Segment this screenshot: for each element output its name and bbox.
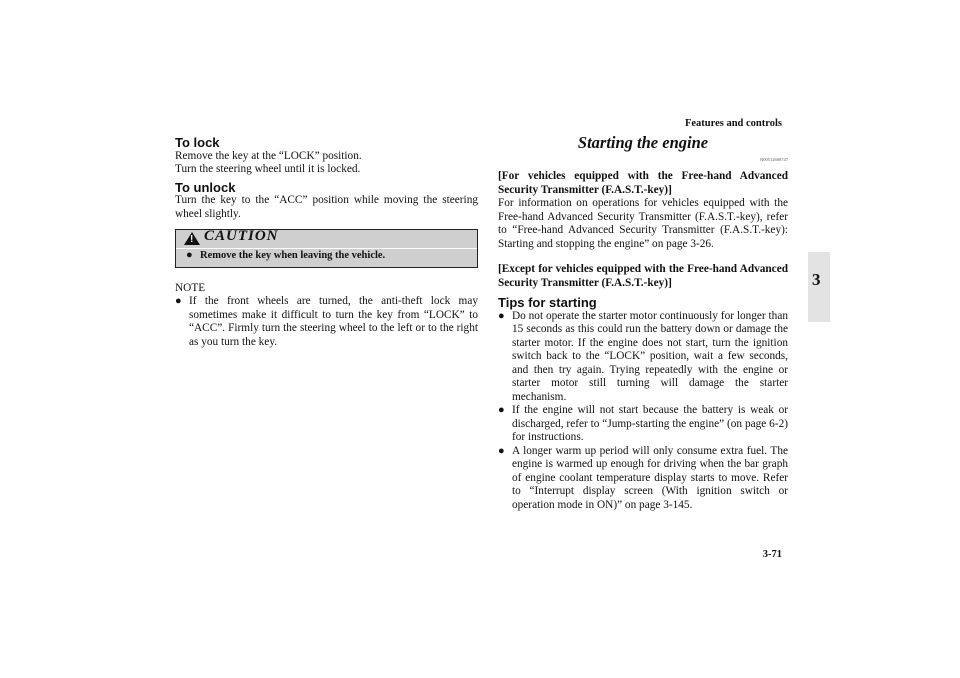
warning-triangle-icon: [184, 232, 200, 245]
lock-line-2: Turn the steering wheel until it is locked.: [175, 163, 361, 175]
fast-heading: [For vehicles equipped with the Free-hand Advanced Security Transmitter (F.A.S.T.-key)]: [498, 170, 788, 196]
tip-text: A longer warm up period will only consume extra fuel. The engine is warmed up enough for driving when the bar graph of engine coolant temperature display starts to move. Refer to “Interrupt display screen (With ignition switch or operation mode in ON)” on page 3-145.: [512, 444, 788, 511]
tip-item: [498, 445, 788, 513]
bullet-icon: ●: [498, 444, 505, 457]
bullet-icon: ●: [498, 404, 505, 416]
caution-text: Remove the key when leaving the vehicle.: [200, 250, 386, 261]
note-item: [175, 295, 478, 349]
lock-line-1: Remove the key at the “LOCK” position.: [175, 149, 362, 162]
bullet-icon: ●: [186, 249, 193, 261]
page-number: 3-71: [762, 549, 782, 560]
tips-heading: Tips for starting: [498, 295, 597, 310]
bullet-icon: ●: [498, 309, 505, 322]
tip-item: [498, 310, 788, 405]
left-column: [175, 136, 478, 349]
caution-header: [176, 230, 477, 248]
to-lock-heading: To lock: [175, 135, 220, 150]
right-column: [498, 133, 788, 512]
except-heading: [Except for vehicles equipped with the Free-hand Advanced Security Transmitter (F.A.S.T.-key)]: [498, 263, 788, 289]
note-text: If the front wheels are turned, the anti-theft lock may sometimes make it difficult to turn the key from “LOCK” to “ACC”. Firmly turn the steering wheel to the left or to the right as you turn the key.: [189, 295, 478, 348]
chapter-number: 3: [812, 270, 821, 289]
unlock-text: Turn the key to the “ACC” position while moving the steering wheel slightly.: [175, 194, 478, 220]
note-label: NOTE: [175, 281, 206, 294]
tip-text: If the engine will not start because the battery is weak or discharged, refer to “Jump-starting the engine” (on page 6-2) for instructions.: [512, 404, 788, 443]
running-header: Features and controls: [684, 118, 782, 129]
fast-text: For information on operations for vehicles equipped with the Free-hand Advanced Security Transmitter (F.A.S.T.-key), refer to “Free-hand Advanced Security Transmitter (F.A.S.T.-key): Starting and stopping the engine” on page 3-26.: [498, 197, 788, 250]
caution-box: [175, 229, 478, 268]
tip-text: Do not operate the starter motor continuously for longer than 15 seconds as this could run the battery down or damage the starter motor. If the engine does not start, turn the ignition switch back to the “LOCK” position, wait a few seconds, and then try again. Trying repeatedly with the engine or starter motor still turning will damage the starter mechanism.: [512, 309, 788, 403]
tip-item: [498, 404, 788, 445]
bullet-icon: ●: [175, 295, 182, 307]
to-unlock-heading: To unlock: [175, 179, 236, 195]
section-title: Starting the engine: [577, 133, 709, 152]
caution-title: CAUTION: [204, 228, 279, 244]
caution-item: [176, 248, 477, 267]
document-code: N00512600747: [760, 156, 788, 162]
